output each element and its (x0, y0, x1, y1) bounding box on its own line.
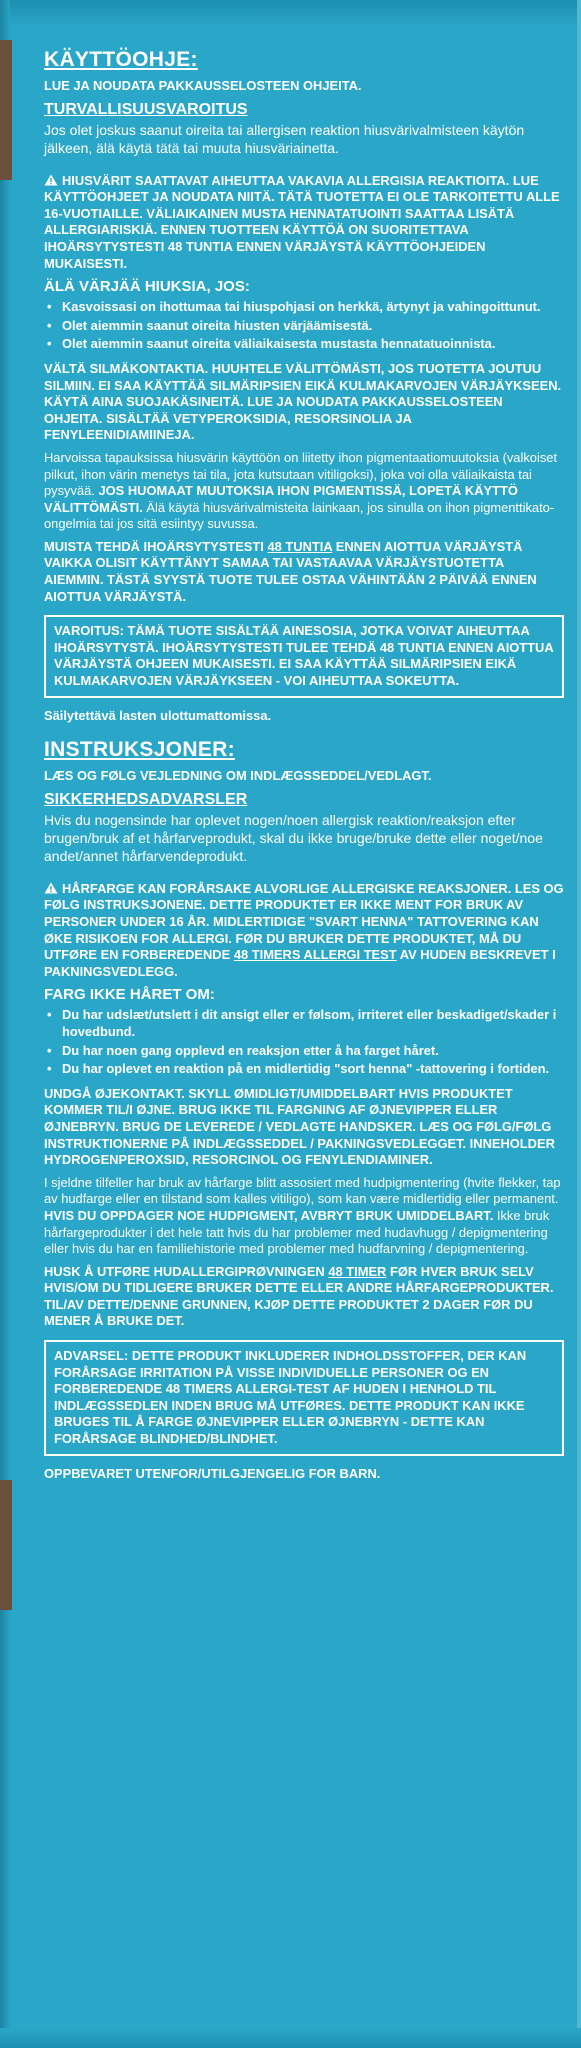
list-item: • Du har udslæt/utslett i dit ansigt eller er følsom, irriteret eller beskadiget/skader i hovedbund. (47, 1007, 557, 1039)
finnish-allergy-warning (44, 173, 564, 273)
finnish-eye-contact: VÄLTÄ SILMÄKONTAKTIA. HUUHTELE VÄLITTÖMÄSTI, JOS TUOTETTA JOUTUU SILMIIN. EI SAA KÄYTTÄÄ SILMÄRIPSIEN EIKÄ KULMAKARVOJEN VÄRJÄYKSEEN. KÄYTÄ AINA SUOJAKÄSINEITÄ. LUE JA NOUDATA PAKKAUSSELOSTEEN OHJEITA. SISÄLTÄÄ VETYPEROKSIDIA, RESORSINOLIA JA FENYLEENIDIAMIINEJA. (44, 360, 562, 443)
norwegian-test-reminder: HUSK Å UTFØRE HUDALLERGIPRØVNINGEN 48 TIMER FØR HVER BRUK SELV HVIS/OM DU TIDLIGERE BRUKER DETTE ELLER ANDRE HÅRFARGEPRODUKTER. TIL/AV DETTE/DENNE GRUNNEN, KJØP DETTE PRODUKTET 2 DAGER FØR DU MENER Å BRUKE DET. (44, 1263, 554, 1329)
warning-triangle-icon (44, 882, 58, 894)
package-side-strip (0, 40, 12, 180)
list-item: • Olet aiemmin saanut oireita väliaikaisesta mustasta hennatatuoinnista. (47, 336, 496, 352)
instructions-panel (44, 48, 564, 1488)
finnish-boxed-warning: VAROITUS: TÄMÄ TUOTE SISÄLTÄÄ AINESOSIA, JOTKA VOIVAT AIHEUTTAA IHOÄRSYTYSTÄ. IHOÄRSYTYSTESTI TULEE TEHDÄ 48 TUNTIA ENNEN AIOTTUA VÄRJÄYSTÄ OHJEEN MUKAISESTI. EI SAA KÄYTTÄÄ SILMÄRIPSIEN EIKÄ KULMAKARVOJEN VÄRJÄYKSEEN - VOI AIHEUTTAA SOKEUTTA. (44, 615, 564, 697)
norwegian-read-leaflet: LÆS OG FØLG VEJLEDNING OM INDLÆGSSEDDEL/VEDLAGT. (44, 768, 432, 784)
package-side-strip (0, 1480, 12, 1610)
finnish-bullet-list (44, 299, 564, 353)
finnish-read-leaflet: LUE JA NOUDATA PAKKAUSSELOSTEEN OHJEITA. (44, 78, 362, 93)
list-item: • Du har noen gang opplevd en reaksjon etter å ha farget håret. (47, 1042, 439, 1058)
finnish-title: KÄYTTÖOHJE: (44, 48, 198, 71)
norwegian-boxed-warning: ADVARSEL: DETTE PRODUKT INKLUDERER INDHOLDSSTOFFER, DER KAN FORÅRSAGE IRRITATION PÅ VISSE INDIVIDUELLE PERSONER OG EN FORBEREDENDE 48 TIMERS ALLERGI-TEST AF HUDEN I HENHOLD TIL INDLÆGSSEDLEN INDEN BRUG MÅ UTFØRES. DETTE PRODUKT KAN IKKE BRUGES TIL Å FARGE ØJNEVIPPER ELLER ØJNEBRYN - DETTE KAN FORÅRSAGE BLINDHED/BLINDHET. (44, 1340, 564, 1456)
finnish-test-reminder: MUISTA TEHDÄ IHOÄRSYTYSTESTI 48 TUNTIA ENNEN AIOTTUA VÄRJÄYSTÄ VAIKKA OLISIT KÄYTTÄNYT SAMAA TAI VASTAAVAA VÄRJÄYSTUOTETTA AIEMMIN. TÄSTÄ SYYSTÄ TUOTE TULEE OSTAA VÄHINTÄÄN 2 PÄIVÄÄ ENNEN AIOTTUA VÄRJÄYSTÄ. (44, 538, 537, 604)
package-bottom-edge (0, 2028, 581, 2048)
warning-triangle-icon (44, 174, 58, 186)
finnish-section (44, 48, 564, 724)
norwegian-pigment: I sjeldne tilfeller har bruk av hårfarge blitt assosiert med hudpigmentering (hvite flekker, tap av hudfarge eller en tilstand som kalles vitiligo), som kan være midlertidig eller permanent. HVIS DU OPPDAGER NOE HUDPIGMENT, AVBRYT BRUK UMIDDELBART. Ikke bruk hårfargeprodukter i det hele tatt hvis du har problemer med hudavhugg / depigmentering eller hvis du har en familiehistorie med problemer med hudfarvning / depigmentering. (44, 1174, 561, 1257)
norwegian-safety-heading: SIKKERHEDSADVARSLER (44, 790, 248, 808)
finnish-reaction-text: Jos olet joskus saanut oireita tai allergisen reaktion hiusvärivalmisteen käytön jälkeen, älä käytä tätä tai muuta hiusväriainetta. (44, 121, 525, 156)
finnish-safety-heading: TURVALLISUUSVAROITUS (44, 100, 248, 118)
package-top-edge (0, 0, 581, 40)
norwegian-children-notice: OPPBEVARET UTENFOR/UTILGJENGELIG FOR BARN. (44, 1465, 381, 1481)
list-item: • Du har oplevet en reaktion på en midlertidig "sort henna" -tattovering i fortiden. (47, 1061, 550, 1077)
norwegian-reaction-text: Hvis du nogensinde har oplevet nogen/noen allergisk reaktion/reaksjon efter brugen/bruk af et hårfarveprodukt, skal du ikke bruge/bruke dette eller noget/noe andet/annet hårfarvendeprodukt. (44, 811, 543, 864)
norwegian-title: INSTRUKSJONER: (44, 738, 235, 762)
norwegian-allergy-warning: HÅRFARGE KAN FORÅRSAKE ALVORLIGE ALLERGISKE REAKSJONER. LES OG FØLG INSTRUKSJONENE. DETTE PRODUKTET ER IKKE MENT FOR BRUK AV PERSONER UNDER 16 ÅR. MIDLERTIDIGE "SVART HENNA" TATTOVERING KAN ØKE RISIKOEN FOR ALLERGI. FØR DU BRUKER DETTE PRODUKTET, MÅ DU UTFØRE EN FORBEREDENDE 48 TIMERS ALLERGI TEST AV HUDEN BESKREVET I PAKNINGSVEDLEGG. (44, 880, 564, 979)
finnish-do-not-dye: ÄLÄ VÄRJÄÄ HIUKSIA, JOS: (44, 278, 250, 296)
finnish-children-notice: Säilytettävä lasten ulottumattomissa. (44, 707, 272, 723)
list-item: • Kasvoissasi on ihottumaa tai hiuspohjasi on herkkä, ärtynyt ja vahingoittunut. (47, 299, 541, 315)
norwegian-eye-contact: UNDGÅ ØJEKONTAKT. SKYLL ØMIDLIGT/UMIDDELBART HVIS PRODUKTET KOMMER TIL/I ØJNE. BRUG IKKE TIL FARGNING AF ØJNEVIPPER ELLER ØJNEBRYN. BRUG DE LEVEREDE / VEDLAGTE HANDSKER. LÆS OG FØLG/FØLG INSTRUKTIONERNE PÅ INDLÆGSSEDDEL / PAKNINGSVEDLEGGET. INNEHOLDER HYDROGENPEROXSID, RESORCINOL OG FENYLENDIAMINER. (44, 1085, 555, 1168)
package-right-edge (577, 0, 581, 2048)
norwegian-section (44, 738, 564, 1482)
norwegian-bullet-list (44, 1007, 564, 1077)
package-left-edge (0, 0, 10, 2048)
list-item: • Olet aiemmin saanut oireita hiusten värjäämisestä. (47, 317, 373, 333)
norwegian-do-not-dye: FARG IKKE HÅRET OM: (44, 986, 215, 1004)
finnish-allergy-text: HIUSVÄRIT SAATTAVAT AIHEUTTAA VAKAVIA ALLERGISIA REAKTIOITA. LUE KÄYTTÖOHJEET JA NOUDATA NIITÄ. TÄTÄ TUOTETTA EI OLE TARKOITETTU ALLE 16-VUOTIAILLE. VÄLIAIKAINEN MUSTA HENNATATUOINTI SAATTAA LISÄTÄ ALLERGIARISKIÄ. ENNEN TUOTTEEN KÄYTTÖÄ ON SUORITETTAVA IHOÄRSYTYSTESTI 48 TUNTIA ENNEN VÄRJÄYSTÄ KÄYTTÖOHJEIDEN MUKAISESTI. (44, 172, 560, 271)
finnish-pigment: Harvoissa tapauksissa hiusvärin käyttöön on liitetty ihon pigmentaatiomuutoksia (valkoiset pilkut, ihon värin menetys tai tila, jota kutsutaan vitiligoksi), joka voi olla väliaikaista tai pysyvää. JOS HUOMAAT MUUTOKSIA IHON PIGMENTISSÄ, LOPETÄ KÄYTTÖ VÄLITTÖMÄSTI. Älä käytä hiusvärivalmisteita lainkaan, jos sinulla on ihon pigmenttikato-ongelmia tai jos sitä esiintyy suvussa. (44, 449, 558, 532)
